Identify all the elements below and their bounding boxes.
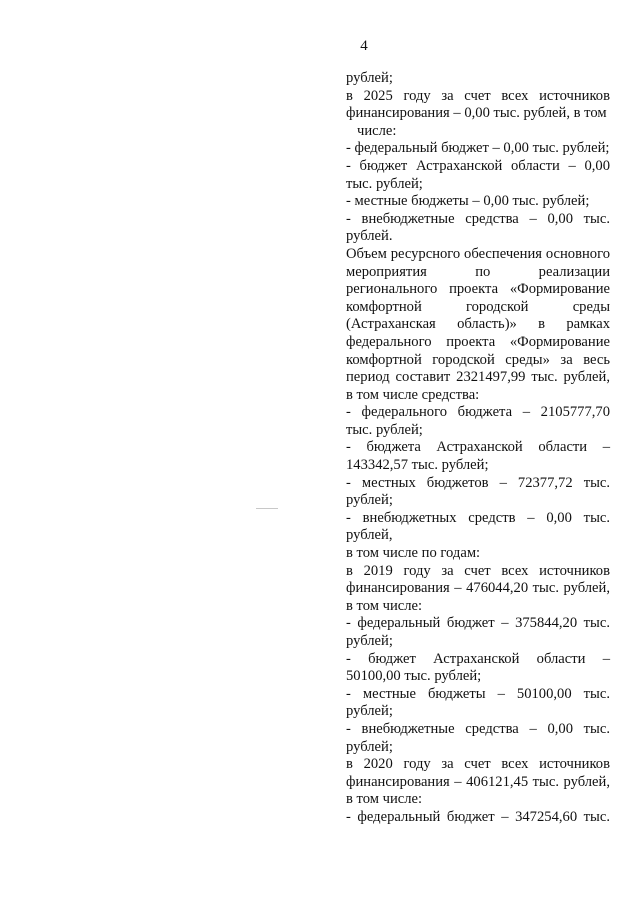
document-paragraph: - внебюджетных средств – 0,00 тыс. рублей, <box>346 509 610 544</box>
page-number: 4 <box>360 38 368 54</box>
document-paragraph: - федеральный бюджет – 0,00 тыс. рублей; <box>346 140 610 157</box>
document-paragraph: - бюджета Астраханской области – 143342,57 тыс. рублей; <box>346 439 610 474</box>
document-paragraph: - федеральный бюджет – 347254,60 тыс. <box>346 808 610 825</box>
document-paragraph: - местных бюджетов – 72377,72 тыс. рублей; <box>346 474 610 509</box>
document-paragraph: - бюджет Астраханской области – 0,00 тыс. рублей; <box>346 157 610 192</box>
document-paragraph: - федеральный бюджет – 375844,20 тыс. рублей; <box>346 615 610 649</box>
document-paragraph: рублей; <box>346 70 393 86</box>
document-paragraph: - федерального бюджета – 2105777,70 тыс. рублей; <box>346 404 610 438</box>
scan-artifact-line <box>256 508 278 509</box>
document-paragraph: - внебюджетные средства – 0,00 тыс. рублей. <box>346 210 610 245</box>
document-paragraph: в том числе по годам: <box>346 545 481 562</box>
document-paragraph: в 2020 году за счет всех источников финансирования – 406121,45 тыс. рублей, в том числе: <box>346 756 610 808</box>
document-text-column <box>346 70 610 827</box>
document-paragraph: - внебюджетные средства – 0,00 тыс. рублей; <box>346 720 610 755</box>
document-paragraph: - местные бюджеты – 50100,00 тыс. рублей; <box>346 685 610 720</box>
document-paragraph: в 2025 году за счет всех источников финансирования – 0,00 тыс. рублей, в том <box>346 87 610 122</box>
document-paragraph: - бюджет Астраханской области – 50100,00 тыс. рублей; <box>346 650 610 685</box>
document-paragraph: числе: <box>357 122 397 139</box>
document-paragraph: - местные бюджеты – 0,00 тыс. рублей; <box>346 193 590 210</box>
document-paragraph: в 2019 году за счет всех источников финансирования – 476044,20 тыс. рублей, в том числе: <box>346 562 610 614</box>
document-paragraph: Объем ресурсного обеспечения основного мероприятия по реализации регионального проекта «Формирование комфортной городской среды (Астраханская область)» в рамках федерального проекта «Формирование комфортной городской среды» за весь период составит 2321497,99 тыс. рублей, в том числе средства: <box>346 245 610 403</box>
